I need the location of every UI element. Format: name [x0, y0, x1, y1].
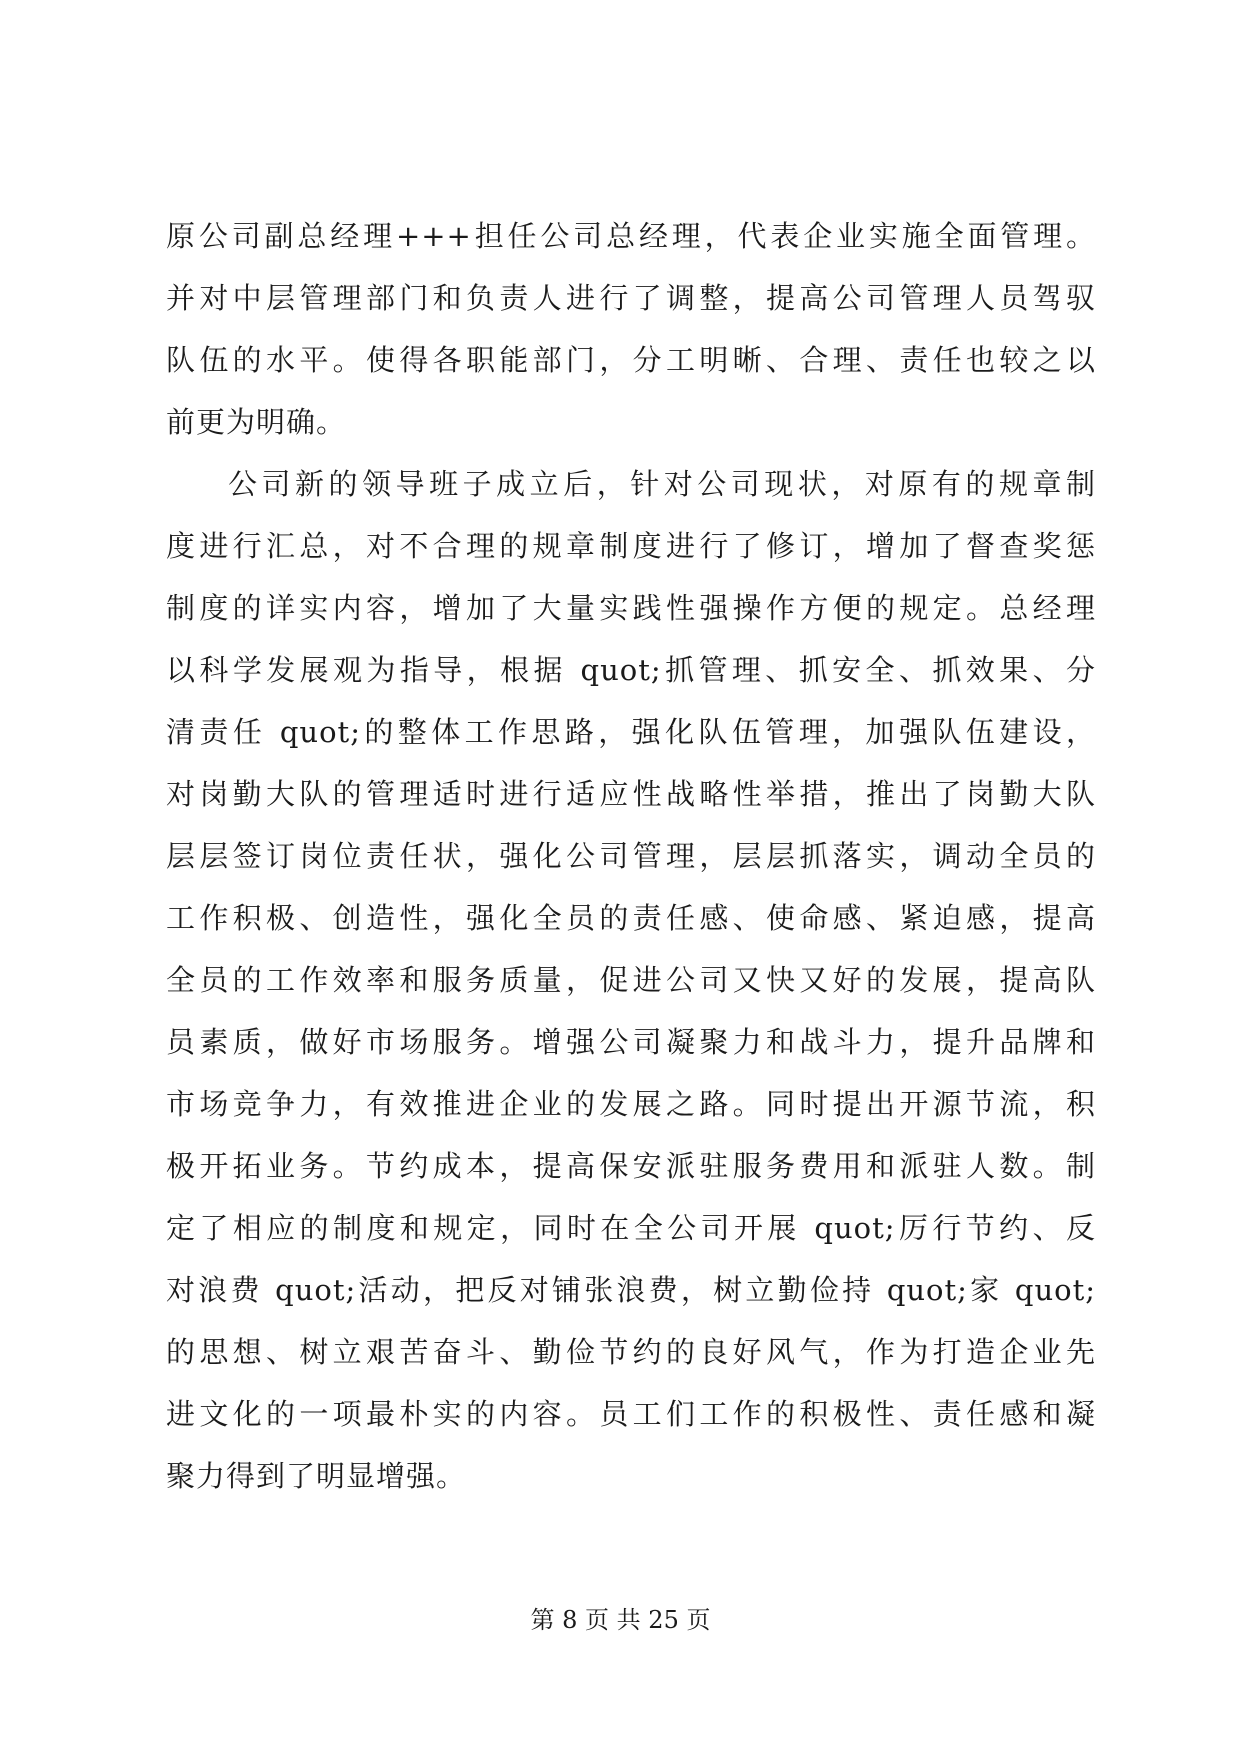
- text-line: 制度的详实内容，增加了大量实践性强操作方便的规定。总经理: [166, 591, 1096, 625]
- text-line: 原公司副总经理+++担任公司总经理，代表企业实施全面管理。: [166, 219, 1096, 253]
- text-line: 层层签订岗位责任状，强化公司管理，层层抓落实，调动全员的: [166, 839, 1096, 873]
- text-line: 队伍的水平。使得各职能部门，分工明晰、合理、责任也较之以: [166, 343, 1096, 377]
- page-number-footer: 第 8 页 共 25 页: [530, 1606, 711, 1634]
- text-line: 极开拓业务。节约成本，提高保安派驻服务费用和派驻人数。制: [166, 1149, 1096, 1183]
- text-line: 并对中层管理部门和负责人进行了调整，提高公司管理人员驾驭: [166, 281, 1096, 315]
- text-line: 的思想、树立艰苦奋斗、勤俭节约的良好风气，作为打造企业先: [166, 1335, 1096, 1369]
- text-line: 聚力得到了明显增强。: [166, 1459, 467, 1493]
- text-line: 清责任 quot;的整体工作思路，强化队伍管理，加强队伍建设，: [166, 715, 1096, 749]
- text-line: 工作积极、创造性，强化全员的责任感、使命感、紧迫感，提高: [166, 901, 1096, 935]
- text-line: 以科学发展观为指导，根据 quot;抓管理、抓安全、抓效果、分: [166, 653, 1096, 687]
- text-line: 对岗勤大队的管理适时进行适应性战略性举措，推出了岗勤大队: [166, 777, 1096, 811]
- text-line: 全员的工作效率和服务质量，促进公司又快又好的发展，提高队: [166, 963, 1096, 997]
- text-line: 员素质，做好市场服务。增强公司凝聚力和战斗力，提升品牌和: [166, 1025, 1096, 1059]
- text-line: 度进行汇总，对不合理的规章制度进行了修订，增加了督查奖惩: [166, 529, 1096, 563]
- text-line: 进文化的一项最朴实的内容。员工们工作的积极性、责任感和凝: [166, 1397, 1096, 1431]
- body-text: [166, 205, 1096, 1507]
- text-line: 市场竞争力，有效推进企业的发展之路。同时提出开源节流，积: [166, 1087, 1096, 1121]
- text-line: 公司新的领导班子成立后，针对公司现状，对原有的规章制: [228, 467, 1096, 501]
- text-line: 对浪费 quot;活动，把反对铺张浪费，树立勤俭持 quot;家 quot;: [166, 1273, 1096, 1307]
- text-line: 前更为明确。: [166, 405, 347, 439]
- text-line: 定了相应的制度和规定，同时在全公司开展 quot;厉行节约、反: [166, 1211, 1096, 1245]
